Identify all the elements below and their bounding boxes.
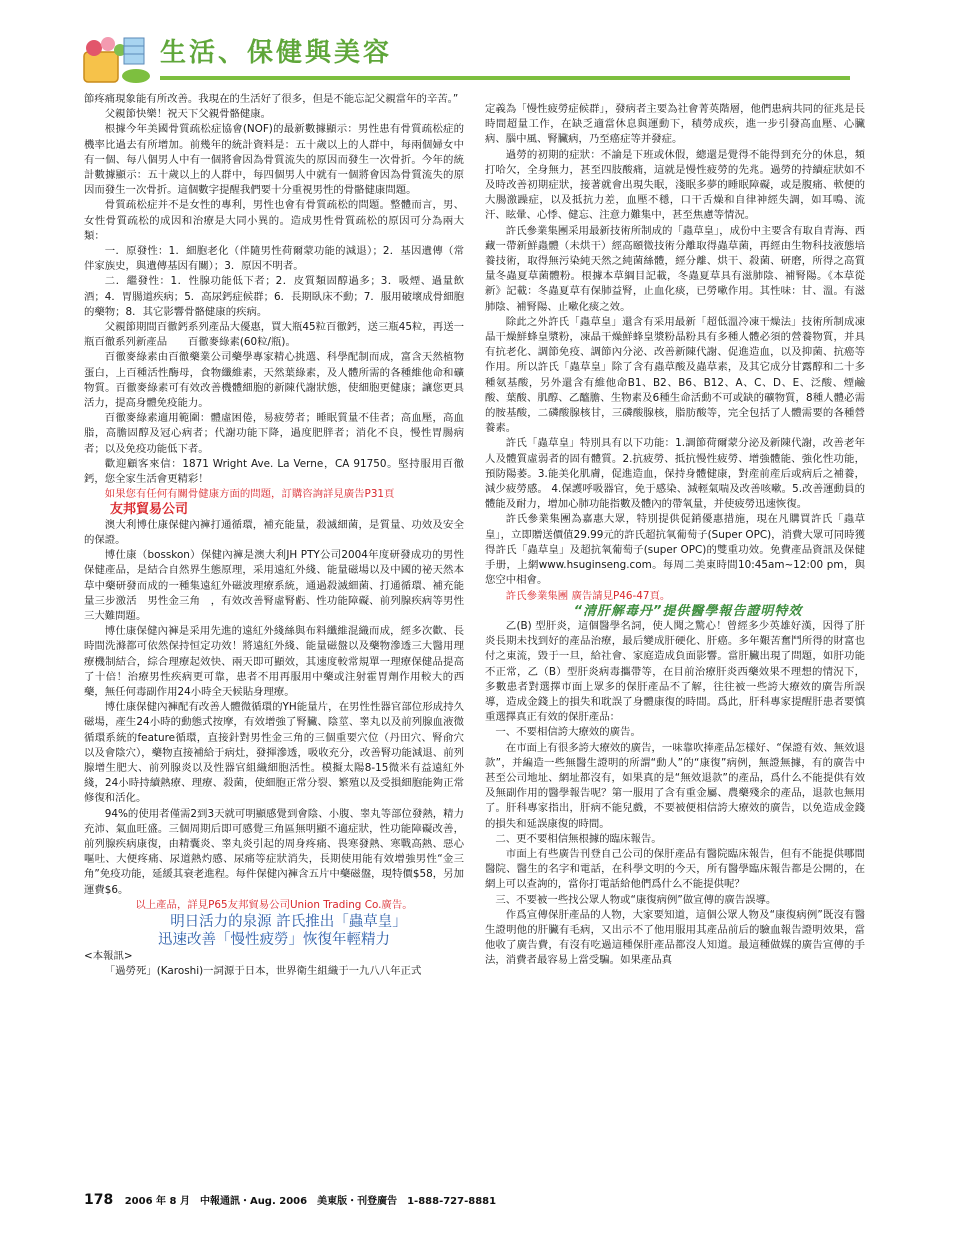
paragraph: 過勞的初期的症狀：不論是下班或休假，總還是覺得不能得到充分的休息，頻打哈欠，全身無力，甚至四肢酸痛，這就是慢性疲勞的先兆。過勞的持續症狀如不及時改善初期症狀，接著就會出現失眠，淺眠多夢的睡眠障礙，或是腹痛、軟便的大腸激躁症，以及抵抗力差，血壓不穩，口干舌燥和自律神經失調，如耳鳴、流汗、眩暈、心悸、健忘、注意力難集中，甚至焦慮等情況。: [485, 148, 865, 222]
paragraph: 博仕康保健內褲是采用先進的遠紅外綫絲與布料纖維混織而成，經多次歡、長時間洗滌都可依然保持恒定功效！將遠紅外綫、能量磁盤以及藥物滲透三大醫用理療機制結合，綜合理療起效快、兩天即可顯效，其速度較常規單一理療保健品提高了十倍！治療男性疾病更可靠，患者不用再服用中藥或注射霍胃劑作用較大的西藥，無任何毒副作用24小時全天候貼身理療。: [84, 625, 464, 698]
paragraph: 定義為「慢性疲勞症候群」，發病者主要為社會菁英階層，他們患病共同的征兆是長時間超量工作，在缺乏適當休息與運動下，積勞成疾，進一步引發高血壓、心臟病、腦中風、腎臟病，乃至癌症等并發症。: [485, 103, 865, 146]
paragraph: 二．繼發性：1．性腺功能低下者；2．皮質類固醇過多；3．吸煙、過量飲酒；4．胃腸道疾病；5．高尿鈣症候群；6．長期臥床不動；7．服用破壞成骨細胞的藥物；8．其它影響骨骼健康的疾病。: [84, 275, 464, 318]
page-footer: [84, 1192, 496, 1208]
header-divider: [160, 76, 850, 80]
paragraph: 根據今年美國骨質疏松症協會(NOF)的最新數據顯示：男性患有骨質疏松症的機率比過去有所增加。前幾年的統計資料是：五十歲以上的人群中，每兩個婦女中有一個、每八個男人中有一個將會因為骨質流失的原因而發生一次骨折。今年的統計數據顯示：五十歲以上的人群中，每四個男人中就有一個將會因為骨質流失的原因而發生一次骨折。這個數字提醒我們要十分重視男性的骨骼健康問題。: [84, 123, 464, 197]
paragraph: 如果您有任何有關骨健康方面的問題，訂購咨詢詳見廣告P31頁: [104, 488, 395, 501]
paragraph: 作爲宣傳保肝產品的人物，大家要知道，這個公眾人物及“康復病例”既沒有醫生證明他的肝臟有毛病，又出示不了他用服用其產品前后的驗血報告證明效果，當他收了廣告費，有沒有吃過這種保肝產品都沒人知道。最這種做媒的廣告宣傳的手法，消費者最容易上當受騙。如果產品真: [485, 908, 865, 967]
paragraph: 明日活力的泉源 許氏推出「蟲草皇」 迅速改善「慢性疲勞」恢復年輕精力: [158, 913, 407, 948]
paragraph: 一．原發性：1．細胞老化（伴隨男性荷爾蒙功能的減退）；2．基因遺傳（常伴家族史，與遺傳基因有關）；3．原因不明者。: [84, 245, 464, 273]
footer-text: 2006 年 8 月 中報通訊・Aug. 2006 美東版・刊登廣告 1-888-727-8881: [124, 1196, 497, 1207]
paragraph: 以上產品，詳見P65友邦貿易公司Union Trading Co.廣告。: [135, 898, 413, 911]
paragraph: 許氏「蟲草皇」特別具有以下功能：1.調節荷爾蒙分泌及新陳代謝，改善老年人及體質虛弱者的固有體質。2.抗疲勞、抵抗慢性疲勞、增強體能、強化性功能，預防陽萎。3.能美化肌膚，促進造血，保持身體健康，對産前産后或病后之補養，減少疲勞感。 4.保護呼吸器官，免于感染、減輕氣喘及改善咳嗽。5.改善運動員的體能及耐力，增加心肺功能指數及體內的帶氧量，并使疲勞迅速恢復。: [485, 437, 865, 511]
page-header: [78, 28, 898, 90]
paragraph: 父親節期間百徹鈣系列產品大優惠，買大瓶45粒百徹鈣，送三瓶45粒，再送一瓶百徹系列新產品 百徹麥綠素(60粒/瓶)。: [84, 321, 464, 349]
paragraph: 在市面上有很多誇大療效的廣告，一味靠吹捧產品怎樣好、“保證有效、無效退款”，并編造一些無醫生證明的所謂“動人”的“康復”病例，無證無據，有的廣告中甚至公司地址、網址都沒有，如果真的是“無效退款”的產品，爲什么不能提供有效及無副作用的醫學報告呢？第一服用了含有重金屬、農藥殘余的產品，退款也無用了。肝科專家指出，肝病不能兒戲，不要被便相信誇大療效的廣告，以免造成金錢的損失和延誤康復的時間。: [485, 741, 865, 830]
paragraph: 父親節快樂！祝天下父親骨骼健康。: [104, 108, 272, 121]
left-column: [84, 92, 464, 1182]
paragraph: 博仕康（bosskon）保健內褲是澳大利JH PTY公司2004年度研發成功的男性保健產品，是結合自然界生態原理，采用遠紅外綫、能量磁場以及中國的祕天然本草中藥研發而成的一種集遠紅外磁波理療系統，通過殺滅細菌、打通循環、補充能量三步激活 男性金三角 ，有效改善腎虛腎虧、性功能障礙、前列腺疾病等男性三大難問題。: [84, 549, 464, 622]
right-column: [485, 102, 865, 1192]
paragraph: 94%的使用者僅需2到3天就可明顯感覺到會陰、小腹、睾丸等部位發熱，精力充沛、氣血旺盛。三個周期后即可感覺三角區無明顯不適症狀，性功能障礙改善，前列腺疾病康復，由精囊炎、睾丸炎引起的周身疼痛、畏寒發熱、寒戰高熱、惡心嘔吐、大便疼痛、尿道熱灼感、尿痛等症狀消失，長期使用能有效增強男性“金三角”免疫功能，延緩其衰老進程。每件保健內褲含五片中藥磁盤，現特價$58，另加運費$6。: [84, 807, 464, 896]
paragraph: 二、更不要相信無根據的臨床報告。: [495, 832, 662, 845]
paragraph: 節疼痛現象能有所改善。我現在的生活好了很多，但是不能忘記父親當年的辛苦。”: [84, 93, 459, 105]
paragraph: 友邦貿易公司: [110, 502, 189, 518]
paragraph: 歡迎顧客來信：1871 Wright Ave. La Verne，CA 91750。堅持服用百徹鈣，您全家生活會更精彩！: [84, 457, 464, 486]
paragraph: 三、不要被一些找公眾人物或“康復病例”做宣傳的廣告誤導。: [495, 893, 777, 906]
section-title: 生活、保健與美容: [160, 38, 393, 68]
paragraph: 百徹麥綠素適用範圍：體虛困倦，易疲勞者；睡眠質量不佳者；高血壓，高血脂，高膽固醇及冠心病者；代謝功能下降，過度肥胖者；消化不良，慢性胃腸病者；以及免疫功能低下者。: [84, 412, 464, 455]
paragraph: 「過勞死」(Karoshi)一詞源于日本，世界衛生組織于一九八八年正式: [104, 965, 422, 978]
paragraph: “清肝解毒丹”提供醫學報告證明特效: [573, 603, 803, 619]
paragraph: 許氏參業集團 廣告請見P46-47頁。: [505, 589, 671, 602]
page-number: 178: [84, 1192, 114, 1208]
paragraph: 許氏參業集團采用最新技術所制成的「蟲草皇」，成份中主要含有取自青海、西藏一帶新鮮蟲體（未烘干）經高頤微技術分離取得蟲草菌，再經由生物科技液態培養技術，取得無污染純天然之純菌絲體，經分離、烘干、殺菌、研磨，所得之高質量冬蟲夏草菌體粉。根據本草綱目記載，冬蟲夏草具有滋肺陰、補腎陽。《本草從新》記載：冬蟲夏草有保肺益腎，止血化痰，已勞嗽作用。其性味：甘、溫。有滋肺陰、補腎陽、止嗽化痰之效。: [485, 224, 865, 313]
flower-basket-icon: [78, 32, 158, 86]
paragraph: 許氏參業集團為嘉惠大眾，特別提供促銷優惠措施，現在凡購買許氏「蟲草皇」，立即贈送價值29.99元的許氏超抗氧葡萄子(Super OPC)，消費大眾可同時獲得許氏「蟲草皇」及超抗氧葡萄子(super OPC)的雙重功效。免費產品資訊及保健手册，上網www.hsuginseng.com。每周二美東時間10:45am~12:00 pm，與您空中相會。: [485, 513, 865, 587]
paragraph: 博仕康保健內褲配有改善人體微循環的YH能量片，在男性性器官部位形成持久磁場，產生24小時的動態式按摩，有效增強了腎臟、陰莖、睾丸以及前列腺血液微循環系統的feature循環，直接針對男性金三角的三個重要穴位（丹田穴、腎俞穴以及會陰穴），藥物直接補給于病灶，發揮滲透，吸收充分，改善腎功能減退、前列腺增生肥大、前列腺炎以及性器官組織細胞活性。模擬太陽8-15微米有益遠紅外綫，24小時持續熱療、理療、殺菌，使細胞正常分裂、繁殖以及受損細胞能夠正常修復和活化。: [84, 701, 464, 805]
paragraph: 市面上有些廣告刊登自己公司的保肝產品有醫院臨床報告，但有不能提供哪間醫院、醫生的名字和電話，在科學文明的今天，所有醫學臨床報告都是公開的，在網上可以查詢的，當你打電話給他們爲什么不能提供呢？: [485, 847, 865, 891]
paragraph: 一、不要相信誇大療效的廣告。: [495, 726, 641, 739]
paragraph: 澳大利博仕康保健內褲打通循環，補充能量，殺滅細菌，是質量、功效及安全的保證。: [84, 518, 464, 546]
paragraph: <本報訊>: [84, 949, 133, 962]
paragraph: 乙(B) 型肝炎，這個醫學名詞，使人聞之驚心！曾經多少英雄好漢，因得了肝炎長期未找到好的產品治療，最后變成肝硬化、肝癌。多年艱苦奮鬥所得的財富也付之東流，毀于一旦，給社會、家庭造成負面影響。當肝臟出現了問題，如肝功能不正常，乙（B）型肝炎病毒攜帶等，在目前治療肝炎西藥效果不理想的情況下，多數患者對選擇市面上眾多的保肝產品不了解，往往被一些誇大療效的廣告所誤導，造成金錢上的損失和耽誤了身體康復的時間。爲此，肝科專家提醒肝患者要慎重選擇真正有效的保肝產品：: [485, 619, 865, 724]
paragraph: 百徹麥綠素由百徹藥業公司藥學專家精心挑選、科學配制而成，富含天然植物蛋白，上百種活性酶母，食物纖維素，天然葉綠素，及人體所需的各種維他命和礦物質。百徹麥綠素可有效改善機體細胞的新陳代謝狀態，使細胞更健康；讓您更具活力，提高身體免疫能力。: [84, 351, 464, 410]
paragraph: 骨質疏松症并不是女性的專利，男性也會有骨質疏松的問題。整體而言，男、女性骨質疏松的成因和治療是大同小異的。造成男性骨質疏松的原因可分為兩大類：: [84, 199, 464, 242]
paragraph: 除此之外許氏「蟲草皇」還含有采用最新「超低溫冷凍干燥法」技術所制成凍晶干燥鮮蜂皇漿粉，凍晶干燥鮮蜂皇漿粉晶粉具有多種人體必須的營養物質，并具有抗老化、調節免疫、調節內分泌、改善新陳代謝、促進造血，以及抑菌、抗癌等作用。所以許氏「蟲草皇」除了含有蟲草酸及蟲草素，及其它成分甘露醇和二十多種氨基酸，另外還含有維他命B1、B2、B6、B12、A、C、D、E、泛酸、煙鹼酸、葉酸、肌醇、乙醯膽、生物素及6種生命活動不可或缺的礦物質，8種人體必需的胺基酸，二磷酸腺核甘，三磷酸腺核，脂肪酸等，完全包括了人體需要的各種營養素。: [485, 315, 865, 435]
